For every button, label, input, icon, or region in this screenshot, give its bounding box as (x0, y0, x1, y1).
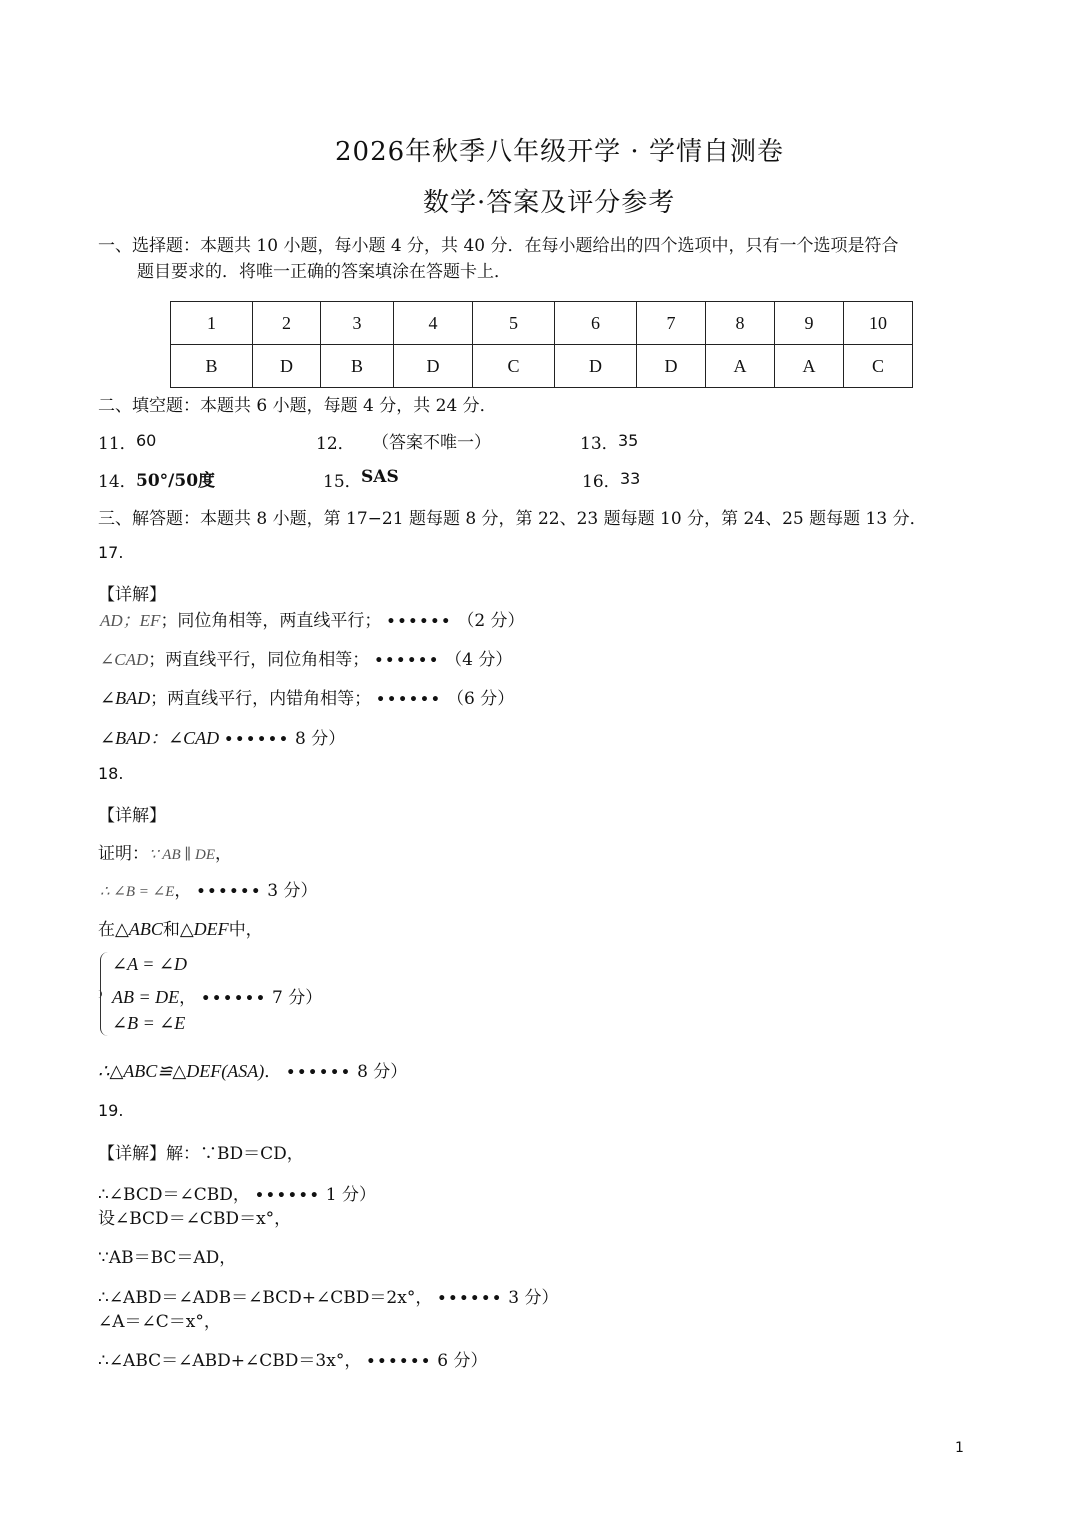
page-number: 1 (955, 1440, 964, 1456)
q19-number: 19. (98, 1101, 124, 1120)
table-cell: D (555, 345, 637, 388)
q19-line5 (98, 1283, 558, 1308)
table-cell: 4 (394, 302, 473, 345)
q17-line1-text: ；同位角相等，两直线平行； (160, 611, 382, 631)
table-cell: B (321, 345, 394, 388)
q18-line3 (98, 915, 263, 940)
q18-system-eq2-line (112, 983, 322, 1008)
q12-number: 12． (316, 434, 355, 454)
q19-line6: ∠A＝∠C＝x°， (98, 1312, 221, 1332)
table-cell: 9 (775, 302, 844, 345)
q18-system-eq2: AB = DE (112, 987, 180, 1007)
q15-answer: SAS (361, 467, 399, 487)
q19-line2 (98, 1180, 376, 1205)
score-dots: •••••• (201, 991, 267, 1007)
score-dots: •••••• (224, 732, 290, 748)
q17-line4-score: 8 分） (295, 729, 346, 749)
q18-line2-score: 3 分） (267, 881, 318, 901)
table-cell: A (706, 345, 775, 388)
q18-line1-end: ， (215, 844, 233, 864)
table-cell: C (473, 345, 555, 388)
score-dots: •••••• (254, 1188, 321, 1204)
score-dots: •••••• (374, 653, 441, 669)
q18-number: 18. (98, 764, 124, 783)
q18-line2-end: ， (174, 881, 192, 901)
q17-line3-math: ∠BAD (100, 688, 151, 708)
q19-line1: 【详解】解：∵BD＝CD， (98, 1144, 304, 1164)
q17-line2-math: ∠CAD (100, 650, 149, 669)
q17-line4 (100, 724, 345, 750)
table-cell: 1 (171, 302, 253, 345)
section2-heading: 二、填空题：本题共 6 小题，每题 4 分，共 24 分． (98, 396, 497, 416)
section1-line1: 一、选择题：本题共 10 小题，每小题 4 分，共 40 分．在每小题给出的四个选项中，只有一个选项是符合 (98, 236, 899, 256)
q18-line3-m2: △DEF (179, 919, 229, 939)
q18-line5 (98, 1057, 407, 1082)
q11-answer: 60 (136, 431, 157, 450)
q18-line2 (100, 876, 318, 901)
table-cell: C (844, 345, 913, 388)
q18-line5-score: 8 分） (357, 1062, 408, 1082)
q18-system-eq3: ∠B = ∠E (112, 1013, 186, 1033)
table-cell: B (171, 345, 253, 388)
q18-line5-math: ∴△ABC≌△DEF(ASA) (98, 1061, 265, 1081)
table-cell: 3 (321, 302, 394, 345)
table-cell: 10 (844, 302, 913, 345)
table-cell: D (394, 345, 473, 388)
q18-system-eq1: ∠A = ∠D (112, 954, 187, 974)
q19-line7 (98, 1346, 487, 1371)
q18-system-eq2-end: ， (179, 988, 197, 1008)
q17-line4-math: ∠BAD：∠CAD (100, 728, 220, 748)
table-cell: D (637, 345, 706, 388)
q17-line2 (100, 645, 512, 670)
table-cell: 5 (473, 302, 555, 345)
score-dots: •••••• (437, 1291, 504, 1307)
q18-line2-math: ∴ ∠B = ∠E (100, 884, 175, 900)
q18-line3-b: 和 (162, 920, 180, 940)
q11-number: 11． (98, 434, 137, 454)
q18-detail-label: 【详解】 (98, 806, 166, 826)
q15-number: 15． (323, 472, 362, 492)
q18-line5-end: ． (264, 1062, 282, 1082)
q14-answer: 50°/50度 (136, 471, 216, 491)
section3-heading: 三、解答题：本题共 8 小题，第 17−21 题每题 8 分，第 22、23 题每题 10 分，第 24、25 题每题 13 分． (98, 509, 927, 529)
q17-number: 17. (98, 543, 124, 562)
q19-line5-text: ∴∠ABD＝∠ADB＝∠BCD+∠CBD＝2x°， (98, 1288, 433, 1308)
q18-line3-m1: △ABC (115, 919, 163, 939)
q19-line2-score: 1 分） (325, 1185, 377, 1205)
score-dots: •••••• (196, 884, 263, 900)
q19-line3: 设∠BCD＝∠CBD＝x°， (98, 1209, 292, 1229)
answer-table-number-row (171, 302, 913, 345)
q19-line7-text: ∴∠ABC＝∠ABD+∠CBD＝3x°， (98, 1351, 362, 1371)
score-dots: •••••• (376, 692, 442, 708)
table-cell: 6 (555, 302, 637, 345)
q13-answer: 35 (618, 431, 639, 450)
q13-number: 13． (580, 434, 619, 454)
q18-line3-a: 在 (98, 920, 115, 940)
q18-line3-c: 中， (228, 920, 263, 940)
table-cell: 2 (253, 302, 321, 345)
q16-answer: 33 (620, 469, 641, 488)
q17-line1-score: （2 分） (457, 611, 525, 631)
q19-line2-text: ∴∠BCD＝∠CBD， (98, 1185, 250, 1205)
q16-number: 16． (582, 472, 621, 492)
q18-line1-text: 证明： (98, 844, 149, 864)
table-cell: D (253, 345, 321, 388)
q17-line3-text: ；两直线平行，内错角相等； (150, 689, 372, 709)
q17-line1 (100, 606, 525, 631)
q17-line3 (100, 684, 514, 709)
q19-line4: ∵AB＝BC＝AD， (98, 1248, 237, 1268)
q17-detail-label: 【详解】 (98, 585, 166, 605)
section1-line2: 题目要求的．将唯一正确的答案填涂在答题卡上． (137, 262, 511, 282)
q19-line5-score: 3 分） (508, 1288, 559, 1308)
q12-answer: （答案不唯一） (372, 433, 491, 453)
q14-number: 14． (98, 472, 137, 492)
q17-line2-score: （4 分） (445, 650, 513, 670)
q17-line1-math: AD；EF (100, 611, 161, 630)
q17-line2-text: ；两直线平行，同位角相等； (148, 650, 370, 670)
page-subtitle: 数学·答案及评分参考 (423, 188, 676, 218)
answer-table-answer-row (171, 345, 913, 388)
table-cell: 8 (706, 302, 775, 345)
score-dots: •••••• (366, 1354, 433, 1370)
table-cell: 7 (637, 302, 706, 345)
q19-line7-score: 6 分） (437, 1351, 488, 1371)
q18-line1-math: ∵ AB ∥ DE (149, 847, 216, 863)
score-dots: •••••• (386, 614, 453, 630)
page-title: 2026年秋季八年级开学 · 学情自测卷 (335, 137, 784, 167)
q18-system-score: 7 分） (272, 988, 323, 1008)
q18-line1 (98, 839, 232, 864)
table-cell: A (775, 345, 844, 388)
answer-table (170, 301, 913, 388)
score-dots: •••••• (286, 1065, 352, 1081)
q17-line3-score: （6 分） (446, 689, 515, 709)
